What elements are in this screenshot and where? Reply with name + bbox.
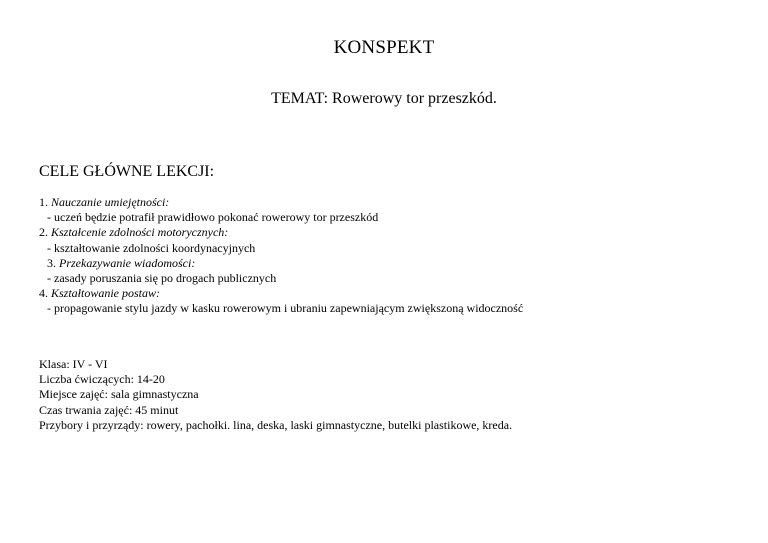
info-class: Klasa: IV - VI [39, 357, 108, 371]
lesson-topic: TEMAT: Rowerowy tor przeszkód. [271, 90, 497, 107]
info-location: Miejsce zajęć: sala gimnastyczna [39, 387, 199, 402]
goal-detail: - zasady poruszania się po drogach publicznych [47, 271, 277, 286]
goal-detail: - uczeń będzie potrafił prawidłowo pokonać rowerowy tor przeszkód [47, 210, 379, 225]
goal-number: 3. [47, 255, 56, 270]
goal-detail: - propagowanie stylu jazdy w kasku rowerowym i ubraniu zapewniającym zwiększoną widoczność [47, 301, 524, 316]
goal-category-line [39, 286, 523, 301]
goal-category: Kształcenie zdolności motorycznych: [51, 225, 229, 240]
info-participants: Liczba ćwiczących: 14-20 [39, 372, 165, 387]
goal-category: Przekazywanie wiadomości: [59, 255, 196, 270]
goal-category-line [39, 225, 523, 240]
document-title: KONSPEKT [333, 37, 435, 58]
goal-number: 4. [39, 286, 48, 301]
goal-category-line [39, 195, 523, 210]
goals-heading: CELE GŁÓWNE LEKCJI: [39, 163, 215, 180]
info-duration: Czas trwania zajęć: 45 minut [39, 402, 179, 417]
info-equipment: Przybory i przyrządy: rowery, pachołki. lina, deska, laski gimnastyczne, butelki plastikowe, kreda. [39, 417, 513, 432]
goal-category: Nauczanie umiejętności: [51, 195, 170, 209]
goal-category-line [39, 256, 523, 271]
goals-list [39, 195, 523, 317]
goal-category: Kształtowanie postaw: [51, 286, 161, 301]
goal-number: 1. [39, 195, 48, 209]
goal-number: 2. [39, 225, 48, 240]
lesson-info [39, 357, 512, 433]
goal-detail: - kształtowanie zdolności koordynacyjnych [47, 240, 256, 255]
